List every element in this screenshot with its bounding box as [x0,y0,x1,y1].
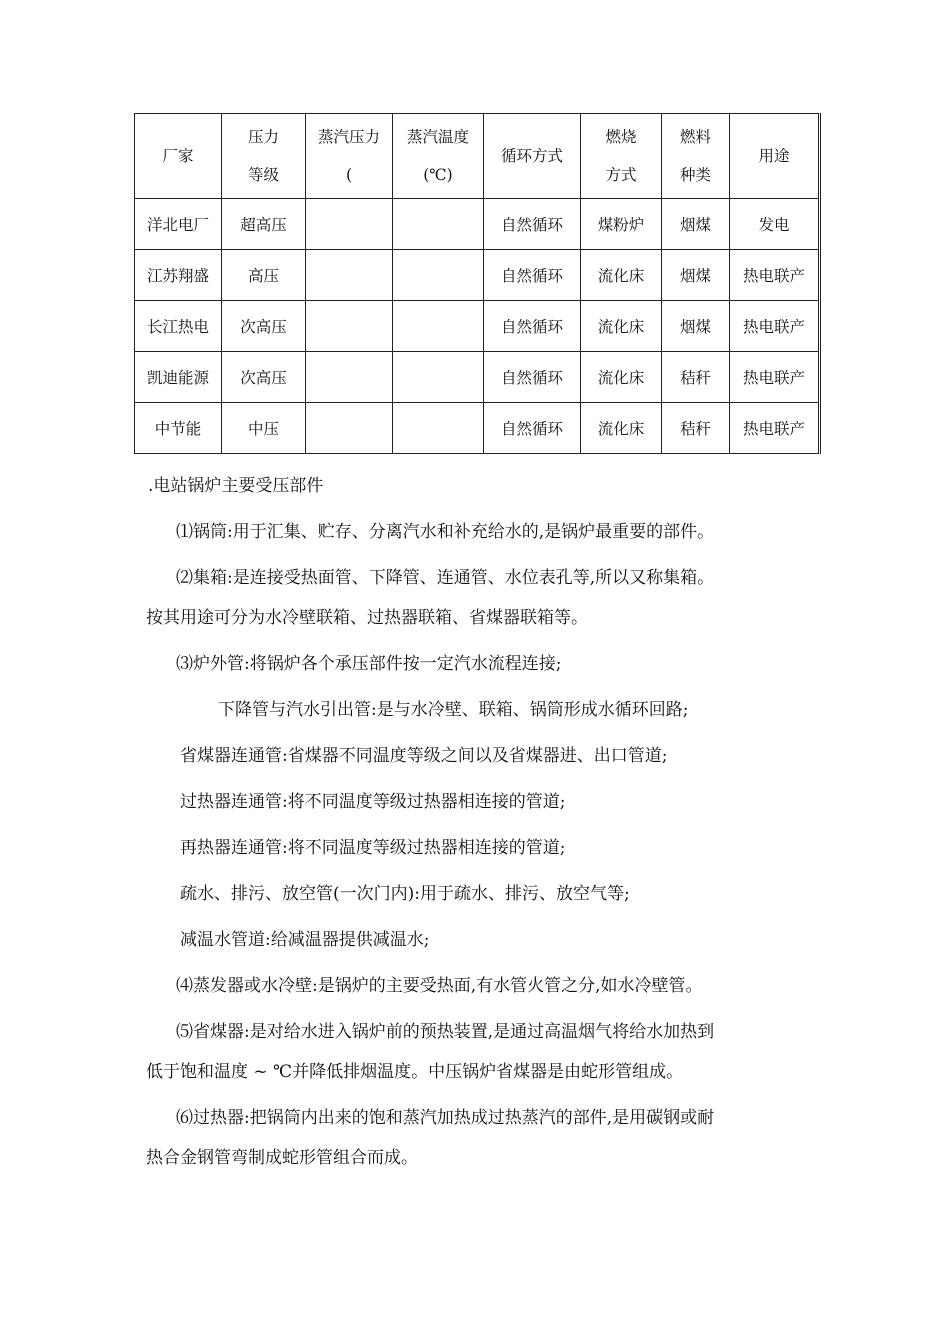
paragraph-drain-pipe: 疏水、排污、放空管(一次门内):用于疏水、排污、放空气等; [180,884,630,904]
table-cell: 自然循环 [484,403,581,454]
section-title: .电站锅炉主要受压部件 [148,476,324,496]
header-cell-line: 蒸汽压力 [317,128,380,146]
paragraph-downcomer: 下降管与汽水引出管:是与水冷壁、联箱、锅筒形成水循环回路; [218,700,689,720]
table-cell [306,352,393,403]
header-cell-line: 循环方式 [500,147,563,165]
paragraph-economizer-line2: 低于饱和温度 ~ ℃并降低排烟温度。中压锅炉省煤器是由蛇形管组成。 [146,1062,684,1082]
header-cell-line: 等级 [247,166,279,184]
table-cell [393,250,484,301]
table-cell: 自然循环 [484,301,581,352]
header-cell [581,114,662,199]
table-cell: 热电联产 [730,250,820,301]
table-cell: 高压 [222,250,306,301]
table-cell: 自然循环 [484,250,581,301]
header-cell [222,114,306,199]
table-cell: 流化床 [581,250,662,301]
table-cell: 江苏翔盛 [135,250,222,301]
table-cell: 热电联产 [730,352,820,403]
boiler-table [134,113,821,454]
header-cell-line: (℃) [423,166,453,184]
paragraph-superheater-line1: ⑹过热器:把锅筒内出来的饱和蒸汽加热成过热蒸汽的部件,是用碳钢或耐 [176,1108,715,1128]
table-cell [306,403,393,454]
header-cell [393,114,484,199]
table-header-row [135,114,820,199]
table-cell: 长江热电 [135,301,222,352]
table-row [135,199,820,250]
table-cell: 流化床 [581,301,662,352]
header-cell [730,114,820,199]
header-cell-line: 用途 [758,147,790,165]
header-cell-line: ( [345,166,353,184]
table-cell: 洋北电厂 [135,199,222,250]
paragraph-superheater-line2: 热合金钢管弯制成蛇形管组合而成。 [146,1148,418,1168]
table-cell: 热电联产 [730,403,820,454]
table-cell: 中压 [222,403,306,454]
table-cell: 次高压 [222,301,306,352]
table-cell: 自然循环 [484,352,581,403]
table-row [135,250,820,301]
table-cell: 烟煤 [662,199,730,250]
table-row [135,301,820,352]
table-row [135,403,820,454]
table-cell: 次高压 [222,352,306,403]
header-cell [662,114,730,199]
paragraph-header-line1: ⑵集箱:是连接受热面管、下降管、连通管、水位表孔等,所以又称集箱。 [176,568,715,588]
paragraph-desuperheat-pipe: 减温水管道:给减温器提供减温水; [180,930,430,950]
table-cell: 烟煤 [662,301,730,352]
table-cell [306,301,393,352]
paragraph-evaporator: ⑷蒸发器或水冷壁:是锅炉的主要受热面,有水管火管之分,如水冷壁管。 [176,976,703,996]
header-cell-line: 方式 [605,166,637,184]
header-cell [135,114,222,199]
paragraph-economizer-line1: ⑸省煤器:是对给水进入锅炉前的预热装置,是通过高温烟气将给水加热到 [176,1022,715,1042]
table-cell: 流化床 [581,352,662,403]
table-cell: 热电联产 [730,301,820,352]
paragraph-economizer [146,1016,826,1102]
header-cell-line: 压力 [247,128,279,146]
paragraph-superheater-link: 过热器连通管:将不同温度等级过热器相连接的管道; [180,792,566,812]
header-cell-line: 燃烧 [605,128,637,146]
table-cell: 凯迪能源 [135,352,222,403]
table-cell [393,403,484,454]
table-cell: 烟煤 [662,250,730,301]
header-cell-line: 厂家 [162,147,194,165]
paragraph-external-pipe: ⑶炉外管:将锅炉各个承压部件按一定汽水流程连接; [176,654,562,674]
table-cell: 超高压 [222,199,306,250]
header-cell [306,114,393,199]
header-cell-line: 种类 [679,166,711,184]
header-cell [484,114,581,199]
body-text [146,470,826,1188]
table-cell: 秸秆 [662,352,730,403]
paragraph-reheater-link: 再热器连通管:将不同温度等级过热器相连接的管道; [180,838,566,858]
table-cell: 发电 [730,199,820,250]
table-cell: 秸秆 [662,403,730,454]
table-cell [393,301,484,352]
paragraph-economizer-link: 省煤器连通管:省煤器不同温度等级之间以及省煤器进、出口管道; [180,746,668,766]
table-row [135,352,820,403]
paragraph-header-line2: 按其用途可分为水冷壁联箱、过热器联箱、省煤器联箱等。 [146,608,588,628]
table-cell [306,250,393,301]
header-cell-line: 燃料 [679,128,711,146]
table-cell: 煤粉炉 [581,199,662,250]
paragraph-drum: ⑴锅筒:用于汇集、贮存、分离汽水和补充给水的,是锅炉最重要的部件。 [176,522,715,542]
paragraph-superheater [146,1102,826,1188]
table-cell [393,352,484,403]
paragraph-header [146,562,826,648]
table-cell: 自然循环 [484,199,581,250]
table-cell [306,199,393,250]
header-cell-line: 蒸汽温度 [406,128,469,146]
table-cell: 流化床 [581,403,662,454]
table-cell [393,199,484,250]
table-body [135,199,820,454]
table-cell: 中节能 [135,403,222,454]
